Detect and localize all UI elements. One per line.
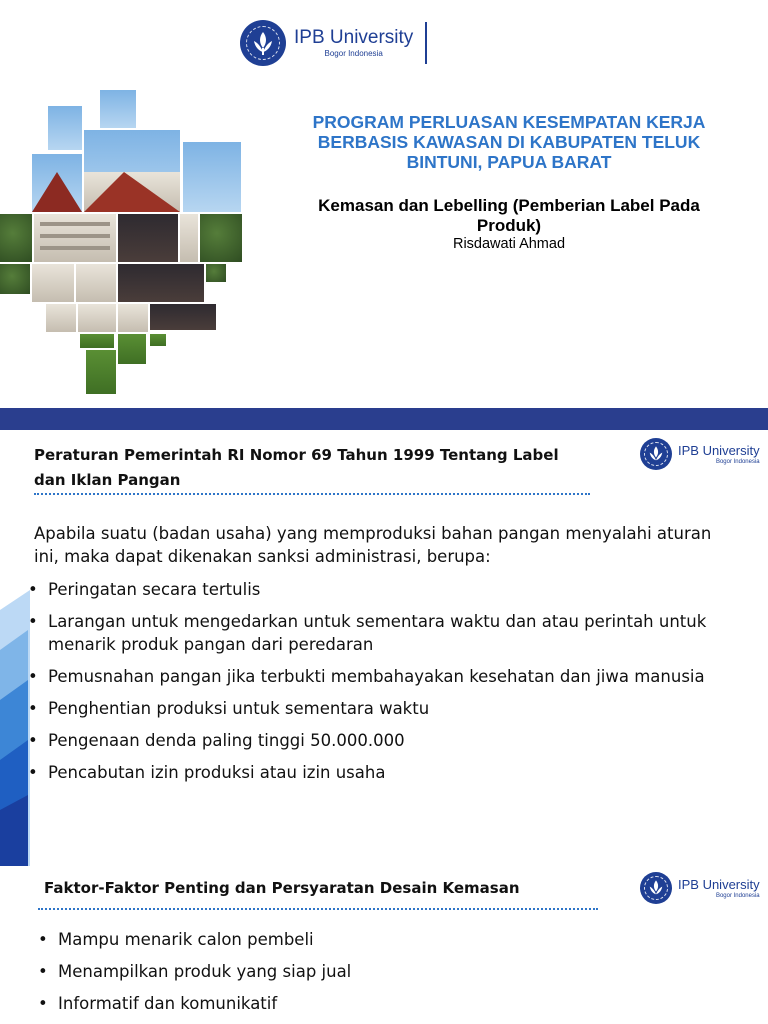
list-item: • Pengenaan denda paling tinggi 50.000.000: [34, 729, 734, 752]
slide-packaging: [0, 864, 768, 1024]
photo-tile: [76, 264, 116, 302]
ipb-seal-icon: [640, 872, 672, 904]
logo-divider: [425, 22, 427, 64]
cover-author: Risdawati Ahmad: [452, 236, 566, 252]
ipb-seal-icon: [640, 438, 672, 470]
photo-tile: [48, 106, 82, 150]
photo-tile: [180, 214, 198, 262]
photo-tile: [118, 214, 178, 262]
logo-tagline: Bogor Indonesia: [324, 49, 383, 58]
packaging-title: Faktor-Faktor Penting dan Persyaratan Desain Kemasan: [44, 879, 520, 897]
logo-name: IPB University: [678, 442, 760, 458]
photo-tile: [206, 264, 226, 282]
sanction-list: [34, 578, 734, 793]
logo-name: IPB University: [294, 27, 414, 48]
photo-tile: [78, 304, 116, 332]
ipb-seal-icon: [240, 20, 286, 66]
photo-tile: [32, 154, 82, 212]
slide-regulation: [0, 430, 768, 862]
photo-tile: [0, 214, 32, 262]
list-item: • Larangan untuk mengedarkan untuk sementara waktu dan atau perintah untuk menarik produk pangan dari peredaran: [34, 610, 734, 656]
cover-subtitle: Kemasan dan Lebelling (Pemberian Label Pada Produk): [318, 196, 700, 235]
packaging-logo: [640, 872, 760, 904]
title-underline: [34, 493, 590, 495]
list-item: • Mampu menarik calon pembeli: [44, 928, 734, 951]
cover-logo: [240, 20, 427, 66]
photo-tile: [118, 304, 148, 332]
list-item: • Menampilkan produk yang siap jual: [44, 960, 734, 983]
photo-tile: [0, 264, 30, 294]
list-item: • Pencabutan izin produksi atau izin usaha: [34, 761, 734, 784]
list-item: • Informatif dan komunikatif: [44, 992, 734, 1015]
regulation-title: Peraturan Pemerintah RI Nomor 69 Tahun 1999 Tentang Label dan Iklan Pangan: [34, 446, 559, 489]
logo-name: IPB University: [678, 876, 760, 892]
regulation-intro: Apabila suatu (badan usaha) yang memproduksi bahan pangan menyalahi aturan ini, maka dapat dikenakan sanksi administrasi, berupa:: [34, 524, 712, 566]
photo-tile: [118, 334, 146, 364]
photo-tile: [118, 264, 204, 302]
photo-tile: [200, 214, 242, 262]
photo-tile: [32, 264, 74, 302]
list-item: • Penghentian produksi untuk sementara waktu: [34, 697, 734, 720]
photo-tile: [46, 304, 76, 332]
packaging-list: [44, 928, 734, 1024]
photo-tile: [150, 334, 166, 346]
photo-tile: [150, 304, 216, 330]
logo-tagline: Bogor Indonesia: [715, 892, 760, 899]
roof-icon: [32, 154, 82, 212]
photo-tile: [183, 142, 241, 212]
list-item: • Pemusnahan pangan jika terbukti membahayakan kesehatan dan jiwa manusia: [34, 665, 734, 688]
photo-tile: [34, 214, 116, 262]
photo-tile: [84, 172, 180, 212]
photo-tile: [80, 334, 114, 348]
logo-tagline: Bogor Indonesia: [715, 458, 760, 465]
photo-tile: [100, 90, 136, 128]
list-item: • Peringatan secara tertulis: [34, 578, 734, 601]
cover-bottom-band: [0, 408, 768, 430]
cover-title: PROGRAM PERLUASAN KESEMPATAN KERJA BERBASIS KAWASAN DI KABUPATEN TELUK BINTUNI, PAPUA BARAT: [312, 112, 706, 172]
title-underline: [38, 908, 598, 910]
campus-photo-mosaic: [0, 88, 245, 398]
regulation-logo: [640, 438, 760, 470]
slide-cover: [0, 0, 768, 408]
photo-tile: [86, 350, 116, 394]
